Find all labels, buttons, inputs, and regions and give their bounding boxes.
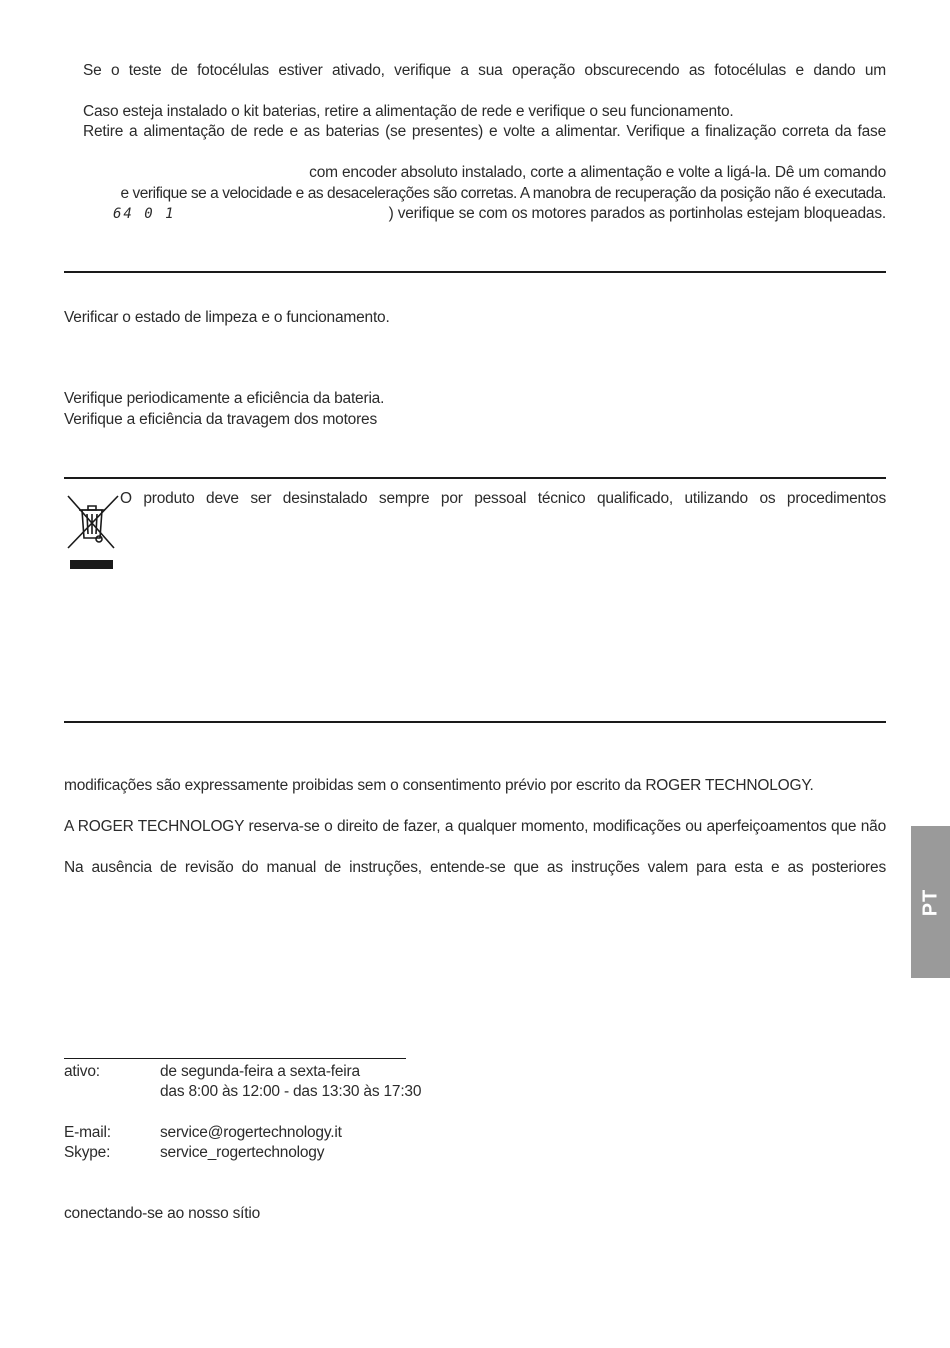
weee-crossed-bin-icon (64, 492, 120, 572)
language-tab-label: PT (919, 888, 941, 916)
website-text: conectando-se ao nosso sítio (64, 1205, 261, 1222)
check-battery-kit-text: Caso esteja instalado o kit baterias, retire a alimentação de rede e verifique o seu funcionamento. (83, 103, 734, 120)
check-power-restore-text: Retire a alimentação de rede e as baterias (se presentes) e volte a alimentar. Verifique a finalização correta da fase (83, 123, 886, 140)
service-divider (64, 1058, 406, 1059)
check-encoder-text: com encoder absoluto instalado, corte a alimentação e volte a ligá-la. Dê um comando (309, 164, 886, 181)
photocells-text: Verificar o estado de limpeza e o funcionamento. (64, 309, 390, 326)
motor-brake-check-text: Verifique a eficiência da travagem dos motores (64, 411, 378, 428)
email-link[interactable]: service@rogertechnology.it (160, 1124, 342, 1141)
check-doors-locked-text: ) verifique se com os motores parados as portinholas estejam bloqueadas. (388, 205, 886, 222)
disposal-text: O produto deve ser desinstalado sempre por pessoal técnico qualificado, utilizando os procedimentos (120, 490, 886, 507)
section-divider (64, 721, 886, 723)
check-speed-text: e verifique se a velocidade e as desacelerações são corretas. A manobra de recuperação da posição não é executada. (120, 185, 886, 202)
skype-id[interactable]: service_rogertechnology (160, 1144, 325, 1161)
lcd-parameter-code: 64 0 1 (113, 206, 176, 222)
service-hours-times: das 8:00 às 12:00 - das 13:30 às 17:30 (160, 1083, 422, 1100)
service-hours-days: de segunda-feira a sexta-feira (160, 1063, 360, 1080)
legal-manual-revision-text: Na ausência de revisão do manual de instruções, entende-se que as instruções valem para esta e as posteriores (64, 859, 886, 876)
check-photocell-test-text: Se o teste de fotocélulas estiver ativado, verifique a sua operação obscurecendo as fotocélulas e dando um (83, 62, 886, 79)
battery-check-text: Verifique periodicamente a eficiência da bateria. (64, 390, 385, 407)
service-hours-label: ativo: (64, 1063, 100, 1080)
email-label: E-mail: (64, 1124, 111, 1141)
skype-label: Skype: (64, 1144, 111, 1161)
section-divider (64, 271, 886, 273)
legal-reserve-rights-text: A ROGER TECHNOLOGY reserva-se o direito de fazer, a qualquer momento, modificações ou aperfeiçoamentos que não (64, 818, 886, 835)
legal-modifications-text: modificações são expressamente proibidas sem o consentimento prévio por escrito da ROGER TECHNOLOGY. (64, 777, 814, 794)
language-tab (911, 826, 950, 978)
section-divider (64, 477, 886, 479)
